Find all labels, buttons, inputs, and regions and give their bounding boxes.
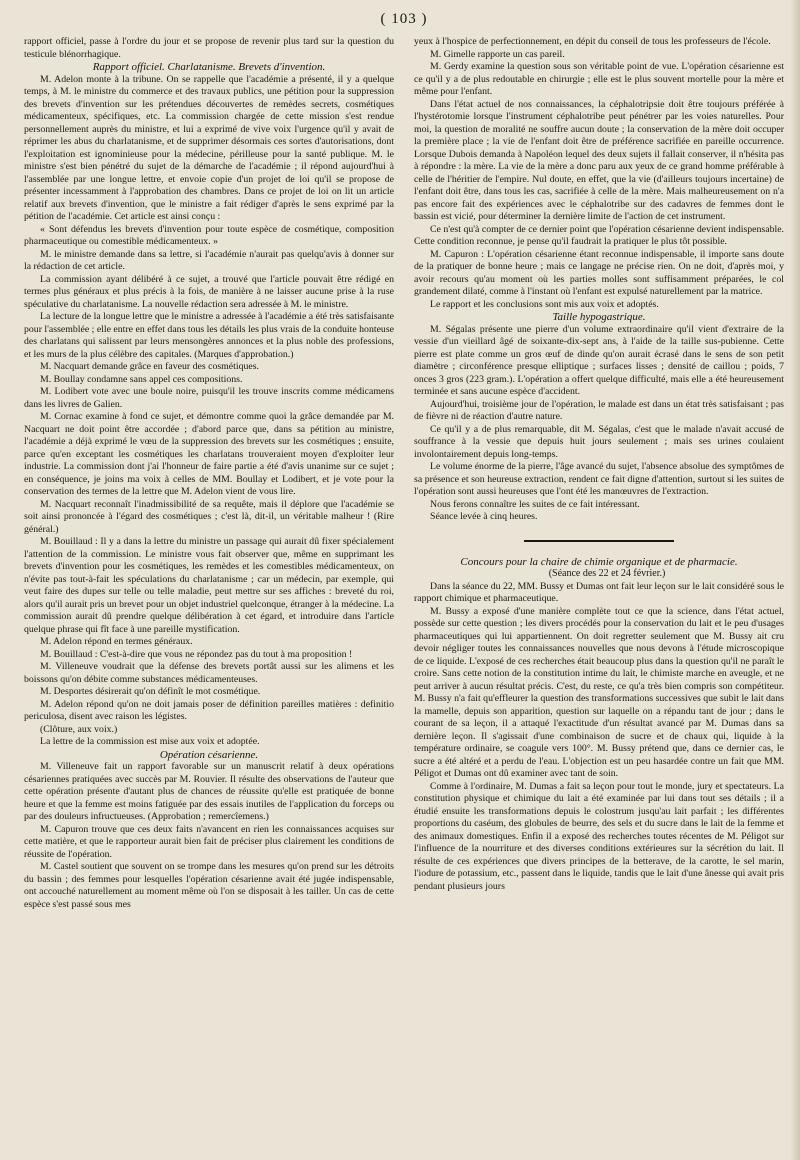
left-paragraph: M. Bouillaud : Il y a dans la lettre du ministre un passage qui aurait dû fixer spécialement l'attention de la commission. Le ministre vous fait observer que, même en supprimant les brevets d'invention pour les cosmétiques, les remèdes et les comestibles médicamenteux, on n'évite pas tout-à-fait les spéculations du charlatanisme ; car un médecin, par exemple, qui veut faire des dupes sur telle ou telle maladie, peut mettre sur ses affiches : breveté du roi, alors qu'il aurait pris un brevet pour un objet industriel quelconque, étranger à la médecine. La commission aurait dû prendre quelque délibération à cet égard, et introduire dans l'article quelque phrase qui fît face à une pareille mystification. <box>24 536 394 635</box>
right-paragraph: Le rapport et les conclusions sont mis aux voix et adoptés. <box>430 298 659 310</box>
page-edge-shadow <box>790 0 800 1160</box>
left-paragraph: La lecture de la longue lettre que le ministre a adressée à l'académie a été très satisfaisante pour l'assemblée ; elle entre en effet dans tous les détails les plus vrais de la conduite honteuse des charlatans qui salissent par leurs mensongères annonces et la plus noble des professions, et les murs de la plus célèbre des capitales. (Marques d'approbation.) <box>24 311 394 360</box>
right-paragraph: Ce qu'il y a de plus remarquable, dit M. Ségalas, c'est que le malade n'avait accusé de souffrance à la vessie que depuis huit jours seulement ; mais ses urines coulaient involontairement depuis long-temps. <box>414 423 784 460</box>
right-paragraph: Nous ferons connaître les suites de ce fait intéressant. <box>430 498 640 510</box>
right-paragraph: Comme à l'ordinaire, M. Dumas a fait sa leçon pour tout le monde, jury et spectateurs. La constitution physique et chimique du lait a été examinée par lui dans tout ses détails ; il a étudié ensuite les transformations depuis le colostrum jusqu'au lait parfait ; les différentes proportions du caséum, des globules de beurre, des sels et du sucre dans le lait de la femme et des animaux domestiques. Enfin il a exposé des recherches toutes récentes de M. Péligot sur l'influence de la nourriture et des diverses conditions extérieures sur la sécrétion du lait. Il résulte de ces expériences que divers principes de la betterave, de la carotte, le sel marin, l'iodure de potassium, etc., passent dans le liquide, tandis que le lait d'une ânesse qui avait pris pendant plusieurs jours <box>414 780 784 892</box>
right-paragraph: M. Ségalas présente une pierre d'un volume extraordinaire qu'il vient d'extraire de la vessie d'un vieillard âgé de soixante-dix-sept ans, à l'aide de la taille sus-pubienne. Cette pierre est plate comme un gros œuf de dinde qu'on aurait écrasé dans le sens de son petit diamètre ; circonférence presque elliptique ; surfaces lisses ; densité de caillou ; poids, 7 onces 3 gros (223 gram.). L'opération a offert quelque difficulté, mais elle a été heureusement terminée et sans aucune espèce d'accident. <box>414 323 784 397</box>
left-paragraph: M. Adelon répond en termes généraux. <box>40 636 193 647</box>
section-heading: Taille hypogastrique. <box>552 311 646 323</box>
right-paragraph: yeux à l'hospice de perfectionnement, en dépit du conseil de tous les professeurs de l'école. <box>414 36 771 47</box>
page-number: ( 103 ) <box>380 11 428 27</box>
left-paragraph: M. Cornac examine à fond ce sujet, et démontre comme quoi la grâce demandée par M. Nacquart ne doit point être accordée ; d'abord parce que, dans sa pétition au ministre, l'académie a déjà exprimé le vœu de la suppression des brevets sur les cosmétiques ; ensuite, parce qu'en exceptant les cosmétiques les charlatans trouveraient moyen d'exploiter leur industrie. La commission dont j'ai l'honneur de faire partie a été d'avis unanime sur ce sujet ; en conséquence, je joins ma voix à celles de MM. Boullay et Lodibert, et je vote pour la conservation des termes de la lettre que M. Adelon vient de vous lire. <box>24 411 394 497</box>
right-paragraph: Aujourd'hui, troisième jour de l'opération, le malade est dans un état très satisfaisant ; pas de fièvre ni de réaction d'autre nature. <box>414 398 784 422</box>
left-paragraph: La lettre de la commission est mise aux voix et adoptée. <box>40 736 260 747</box>
right-paragraph: Dans la séance du 22, MM. Bussy et Dumas ont fait leur leçon sur le lait considéré sous le rapport chimique et pharmaceutique. <box>414 580 784 604</box>
left-paragraph: « Sont défendus les brevets d'invention pour toute espèce de cosmétique, composition pharmaceutique ou comestible médicamenteux. » <box>24 223 394 247</box>
left-column <box>24 36 394 911</box>
right-paragraph: M. Gerdy examine la question sous son véritable point de vue. L'opération césarienne est ce qu'il y a de plus redoutable en chirurgie ; elle est le plus souvent mortelle pour la mère et même pour l'enfant. <box>414 61 784 97</box>
left-paragraph: M. Nacquart demande grâce en faveur des cosmétiques. <box>40 361 259 372</box>
right-paragraph: M. Capuron : L'opération césarienne étant reconnue indispensable, il importe sans doute de la pratiquer de bonne heure ; mais ce langage ne précise rien. On ne doit, d'après moi, y avoir recours qu'au moment où les parties molles sont suffisamment préparées, le col grandement dilaté, comme à l'instant où l'enfant est expulsé naturellement par la matrice. <box>414 248 784 297</box>
left-paragraph: La commission ayant délibéré à ce sujet, a trouvé que l'article pouvait être rédigé en termes plus généraux et plus précis à la fois, de manière à ne laisser aucune prise à la ruse spéculative du charlatanisme. La nouvelle rédaction sera adressée à M. le ministre. <box>24 273 394 310</box>
right-column <box>414 36 784 911</box>
left-paragraph: rapport officiel, passe à l'ordre du jour et se propose de revenir plus tard sur la question du testicule blénorrhagique. <box>24 36 394 60</box>
left-paragraph: M. Villeneuve fait un rapport favorable sur un manuscrit relatif à deux opérations césariennes pratiquées avec succès par M. Rouvier. Il résulte des observations de l'auteur que cette opération présente d'autant plus de chances de réussite qu'elle est pratiquée de bonne heure et que la femme est moins fatiguée par des essais inutiles de l'application du forceps ou par des douleurs infructueuses. (Approbation ; remercîemens.) <box>24 761 394 822</box>
left-paragraph: M. Bouillaud : C'est-à-dire que vous ne répondez pas du tout à ma proposition ! <box>40 648 353 660</box>
right-paragraph: Séance levée à cinq heures. <box>430 511 538 522</box>
right-paragraph: Le volume énorme de la pierre, l'âge avancé du sujet, l'absence absolue des symptômes de sa présence et son heureuse extraction, rendent ce fait digne d'attention, surtout si les suites de l'opération sont aussi heureuses que l'ont été les manœuvres de l'extraction. <box>414 461 784 497</box>
section-divider <box>524 540 674 542</box>
left-paragraph: M. Nacquart reconnaît l'inadmissibilité de sa requête, mais il déplore que l'académie se soit ainsi prononcée à l'égard des cosmétiques ; c'est là, dit-il, un véritable malheur ! (Rire général.) <box>24 498 394 535</box>
left-paragraph: M. Adelon monte à la tribune. On se rappelle que l'académie a présenté, il y a quelque temps, à M. le ministre du commerce et des travaux publics, une pétition pour la suppression des brevets d'invention sur les prétendues découvertes de remèdes secrets, cosmétiques médicamenteux, spécifiques, etc. La commission chargée de cette mission s'est rendue personnellement auprès du ministre, et lui a exprimé de vive voix l'urgence qu'il y avait de réprimer les abus du charlatanisme, et de supprimer désormais ces sortes d'autorisations, dont l'exploitation est ignominieuse pour la médecine, périlleuse pour la santé publique. M. le ministre s'est bien pénétré du sujet de la démarche de l'académie ; il répond aujourd'hui à l'assemblée par une longue lettre, et envoie copie d'un projet de loi qu'il se propose de présenter incessamment à l'approbation des chambres. Dans ce projet de loi on lit un article relatif aux brevets d'invention, que le ministre a fait rédiger d'après le sens exprimé par la pétition de l'académie. Cet article est ainsi conçu : <box>24 73 394 222</box>
section-heading: Rapport officiel. Charlatanisme. Brevets d'invention. <box>92 61 326 73</box>
right-paragraph: M. Gimelle rapporte un cas pareil. <box>430 48 565 60</box>
right-paragraph: Dans l'état actuel de nos connaissances, la céphalotripsie doit être toujours préférée à l'hystérotomie lorsque l'instrument céphalotribe peut pénétrer par les voies naturelles. Pour moi, la question de moralité ne souffre aucun doute ; la conservation de la mère doit occuper la première place ; la vie de l'enfant doit être de préférence sacrifiée en pareille occurrence. Lorsque Dubois demanda à Napoléon lequel des deux sujets il fallait conserver, il n'hésita pas à répondre : la mère. La vie de la mère a donc paru aux yeux de ce grand homme préférable à celle de l'héritier de l'empire. Nul doute, en effet, que la vie (d'ailleurs toujours incertaine) de l'enfant doit être, dans tous les cas, sacrifiée à celle de la mère. Mais malheureusement on n'a pas encore fait des expériences avec le céphalotribe sur des cadavres de femmes dont le bassin est vicié, pour déterminer la dernière limite de l'action de cet instrument. <box>414 98 784 222</box>
left-paragraph: M. Desportes désirerait qu'on définît le mot cosmétique. <box>40 686 261 697</box>
left-paragraph: M. Capuron trouve que ces deux faits n'avancent en rien les connaissances acquises sur cette matière, et que le rapporteur aurait bien fait de préciser plus clairement les conditions de réussite de l'opération. <box>24 823 394 860</box>
right-paragraph: M. Bussy a exposé d'une manière complète tout ce que la science, dans l'état actuel, possède sur cette question ; les divers procédés pour la conservation du lait et le peu d'usages pharmaceutiques qui lui appartiennent. On doit regretter seulement que M. Bussy ait cru devoir négliger toutes les connaissances nouvelles que nous devons à l'étude microscopique de ce liquide. L'exposé de ces recherches était beaucoup plus dans la question qu'il ne paraît le croire. Sans cette notion de la constitution intime du lait, le chimiste marche en aveugle, et ne peut arriver à aucun résultat précis. C'est, du reste, ce qu'a très bien compris son compétiteur. M. Bussy n'a fait qu'effleurer la question des transformations successives que subit le lait dans la mamelle, depuis son apparition, question sur laquelle on a répandu tant de jour ; dans le courant de sa leçon, il a attaqué l'exactitude d'un résultat avancé par M. Dumas dans sa dernière leçon. Il s'agissait d'une combinaison de sucre et de chaux qui, liquide à la température ordinaire, se coagule vers 100°. M. Bussy prétend que, dans ce dernier cas, le sucre a été altéré et a perdu de l'eau. L'objection est un peu hasardée contre un fait que MM. Péligot et Dumas ont dû examiner avec tant de soin. <box>414 605 784 779</box>
left-paragraph: M. Boullay condamne sans appel ces compositions. <box>40 373 243 385</box>
left-paragraph: M. le ministre demande dans sa lettre, si l'académie n'aurait pas quelqu'avis à donner sur la rédaction de cet article. <box>24 248 394 272</box>
left-paragraph: M. Castel soutient que souvent on se trompe dans les mesures qu'on prend sur les détroits du bassin ; des femmes pour lesquelles l'opération césarienne avait été jugée indispensable, ont accouché naturellement au moment même où l'on se disposait à les tailler. Un cas de cette espèce s'est passé sous mes <box>24 861 394 910</box>
section-heading: Opération césarienne. <box>159 748 259 761</box>
left-paragraph: M. Villeneuve voudrait que la défense des brevets portât aussi sur les alimens et les boissons qu'on débite comme substances médicamenteuses. <box>24 661 394 685</box>
left-paragraph: M. Lodibert vote avec une boule noire, puisqu'il les trouve inscrits comme médicamens dans les livres de Galien. <box>24 386 394 410</box>
section-subheading: (Séance des 22 et 24 février.) <box>548 568 666 579</box>
right-paragraph: Ce n'est qu'à compter de ce dernier point que l'opération césarienne devient indispensable. Cette condition reconnue, je pense qu'il faudrait la pratiquer le plus tôt possible. <box>414 223 784 247</box>
left-paragraph: (Clôture, aux voix.) <box>40 723 118 735</box>
left-paragraph: M. Adelon répond qu'on ne doit jamais poser de définition pareilles matières : definitio periculosa, disent avec raison les légistes. <box>24 698 394 722</box>
columns <box>24 36 784 911</box>
section-heading: Concours pour la chaire de chimie organique et de pharmacie. <box>460 555 738 568</box>
